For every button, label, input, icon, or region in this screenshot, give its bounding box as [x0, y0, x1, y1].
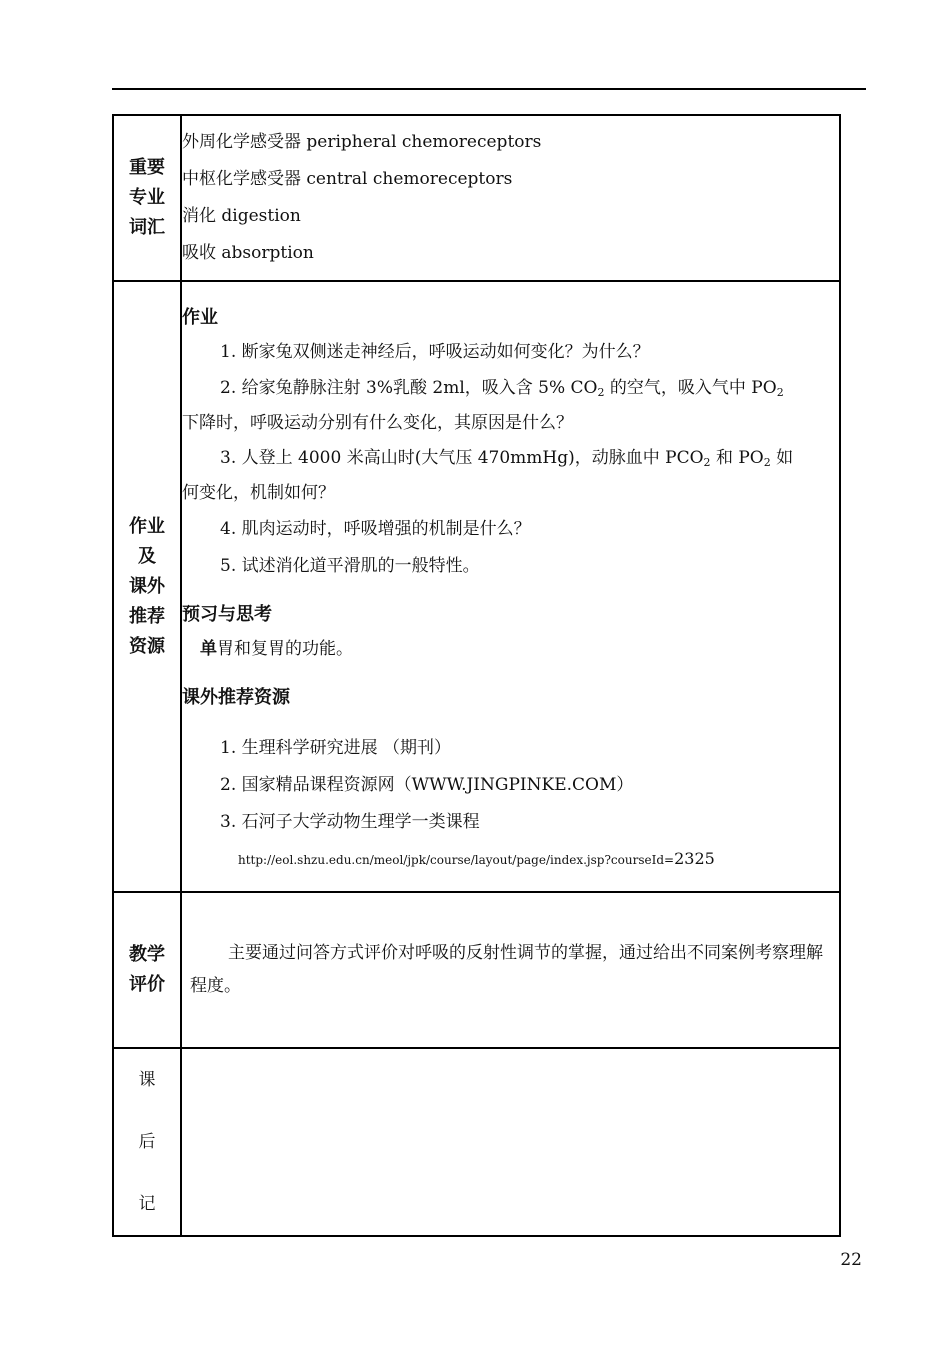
label-line: 词汇: [129, 217, 165, 238]
vocab-content: [181, 115, 840, 281]
label-line: 及: [138, 545, 156, 567]
label-line: 评价: [129, 974, 165, 995]
resource-3: 3. 石河子大学动物生理学一类课程: [220, 812, 480, 832]
url-text: http://eol.shzu.edu.cn/meol/jpk/course/layout/page/index.jsp?courseId=: [238, 853, 675, 867]
question-3-line2: 何变化，机制如何？: [182, 483, 335, 503]
notes-content: [181, 1048, 840, 1236]
lesson-table: [112, 114, 841, 1237]
homework-label: [113, 281, 181, 892]
homework-title: 作业: [182, 307, 218, 328]
label-line: 记: [138, 1194, 156, 1214]
homework-content: [181, 281, 840, 892]
text: 单: [200, 639, 217, 659]
page-number: 22: [840, 1250, 862, 1270]
label-line: 重要: [129, 157, 165, 178]
label-line: 课: [138, 1070, 156, 1090]
notes-row: [113, 1048, 840, 1236]
label-line: 专业: [129, 187, 165, 208]
question-3-line1: [182, 441, 839, 476]
vocab-item: 吸收 absorption: [182, 243, 314, 263]
label-line: 教学: [129, 944, 165, 965]
question-2: [182, 371, 839, 441]
question-5: 5. 试述消化道平滑肌的一般特性。: [220, 556, 480, 576]
notes-label: [113, 1048, 181, 1236]
homework-row: [113, 281, 840, 892]
subscript: 2: [776, 386, 784, 399]
vocab-item: 消化 digestion: [182, 206, 301, 226]
text: 如: [770, 448, 794, 468]
header-rule: [112, 88, 866, 90]
url-number: 2325: [674, 849, 715, 868]
text: 3. 人登上 4000 米高山时(大气压 470mmHg)，动脉血中 PCO: [220, 448, 704, 468]
resource-url: [182, 841, 839, 878]
text: 和 PO: [710, 448, 764, 468]
question-2-line2: 下降时，呼吸运动分别有什么变化，其原因是什么？: [182, 413, 573, 433]
label-line: 推荐: [129, 605, 165, 627]
vocab-row: [113, 115, 840, 281]
question-3: [182, 441, 839, 511]
question-1: 1. 断家兔双侧迷走神经后，呼吸运动如何变化？为什么？: [220, 342, 650, 362]
vocab-item: 中枢化学感受器 central chemoreceptors: [182, 169, 513, 189]
evaluation-content: [181, 892, 840, 1048]
label-line: 作业: [129, 515, 165, 537]
subscript: 2: [597, 386, 605, 399]
vocab-item: 外周化学感受器 peripheral chemoreceptors: [182, 132, 542, 152]
subscript: 2: [703, 456, 711, 469]
evaluation-label: [113, 892, 181, 1048]
resource-2: 2. 国家精品课程资源网（WWW.JINGPINKE.COM）: [220, 775, 634, 795]
resources-title: 课外推荐资源: [182, 687, 290, 708]
label-line: 后: [138, 1132, 156, 1152]
label-line: 资源: [129, 635, 165, 657]
text: 的空气，吸入气中 PO: [604, 378, 777, 398]
text: 胃和复胃的功能。: [217, 639, 353, 659]
evaluation-text: 主要通过问答方式评价对呼吸的反射性调节的掌握，通过给出不同案例考察理解程度。: [190, 943, 823, 996]
text: 2. 给家兔静脉注射 3%乳酸 2ml，吸入含 5% CO: [220, 378, 598, 398]
evaluation-row: [113, 892, 840, 1048]
preview-text: [182, 631, 839, 668]
question-4: 4. 肌肉运动时，呼吸增强的机制是什么？: [220, 519, 531, 539]
subscript: 2: [763, 456, 771, 469]
question-2-line1: [182, 371, 839, 406]
preview-title: 预习与思考: [182, 604, 272, 625]
label-line: 课外: [129, 575, 165, 597]
resource-1: 1. 生理科学研究进展 （期刊）: [220, 738, 452, 758]
vocab-label: [113, 115, 181, 281]
